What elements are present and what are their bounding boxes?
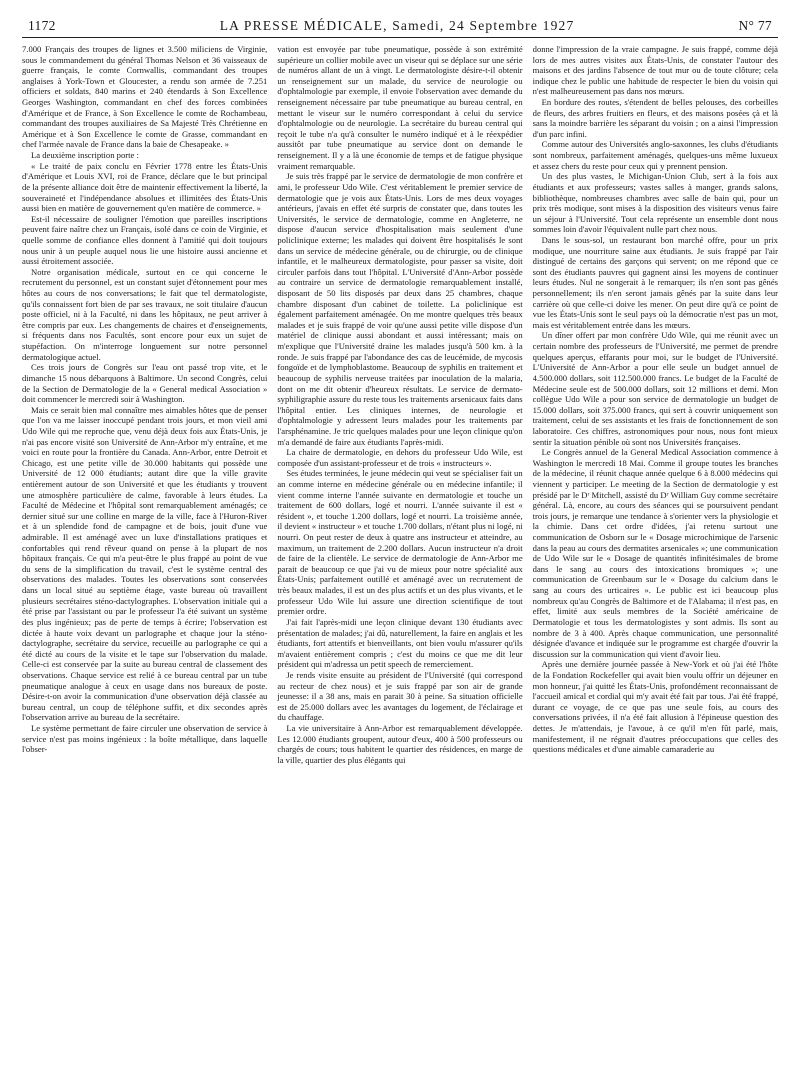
paragraph: La deuxième inscription porte : <box>31 150 139 161</box>
paragraph: La chaire de dermatologie, en dehors du professeur Udo Wile, est composée d'un assistant-professeur et de trois « instructeurs ». <box>277 447 523 468</box>
paragraph: La vie universitaire à Ann-Arbor est remarquablement développée. Les 12.000 étudiants groupent, autour d'eux, 400 à 500 professeurs ou chargés de cours; tous habitent le quartier des résidences, en marge de la ville, quartier des plus élégants qui <box>277 723 523 765</box>
paragraph: Notre organisation médicale, surtout en ce qui concerne le recrutement du personnel, est un constant sujet d'étonnement pour mes hôtes au cours de nos conversations; le fait que tel dermatologiste, qu'ils connaissent fort bien de par ses travaux, ne soit titulaire d'aucun poste officiel, ni à la Faculté, ni dans les hôpitaux, ne peut arriver à être compris par eux. Les changements de chaires et d'enseignements, si fréquents dans nos Facultés, sont encore pour eux un sujet de stupéfaction. On m'interroge longuement sur notre personnel dermatologique actuel. <box>22 266 268 362</box>
paragraph: Mais ce serait bien mal connaître mes aimables hôtes que de penser que l'on va me laisser inoccupé pendant trois jours, et mon vieil ami Udo Wile qui me reproche que, venu déjà deux fois aux États-Unis, je n'ai pas encore visité son Université de Ann-Arbor m'y entraîne, et me voici en route pour la frontière du Canada. Ann-Arbor, entre Detroit et Chicago, est une petite ville de 30.000 habitants qui possède une Université de 12 000 étudiants; autant dire que la ville gravite entièrement autour de son Université et que les étudiants y trouvent une atmosphère particulière de calme, favorable à leurs études. La Faculté de Médecine et l'hôpital sont remarquablement aménagés; ce dernier situé sur une colline en marge de la ville, face à l'Huron-River et à un splendide fond de campagne et de bois, jouit d'une vue admirable. Il est aménagé avec un luxe d'installations pratiques et confortables qui rend rêveur quand on pense à la plupart de nos hôpitaux français. Ce qui m'a peut-être le plus frappé au point de vue du sens de la simplification du travail, c'est le système central des observations des malades. Toutes les observations sont conservées dans un local situé au septième étage, vaste bureau où travaillent plusieurs secrétaires sténo-dactylographes. L'observation initiale qui a été prise par l'assistant ou par le professeur l'a été suivant un système des plus ingénieux; pas de perte de temps à écrire; l'observation est dictée à haute voix devant un parlographe et chaque jour la sténo-dactylographe, secrétaire du service, recueille au parlographe ce qui a été dicté au cours de la visite et le tape sur l'observation du malade. Celle-ci est conservée par la suite au bureau central de classement des observations. Chaque service est relié à ce bureau central par un tube pneumatique analogue à ceux en usage dans nos bureaux de poste. Désire-t-on avoir la communication d'une observation déjà classée au bureau central, un coup de téléphone suffit, et dix secondes après l'observation arrive au bureau de la secrétaire. <box>22 404 268 723</box>
paragraph: J'ai fait l'après-midi une leçon clinique devant 130 étudiants avec présentation de malades; j'ai dû, naturellement, la faire en anglais et les étudiants, fort attentifs et bienveillants, ont bien voulu m'assurer qu'ils m'avaient entièrement compris ; c'est du moins ce que me dit leur président qui m'adressa un petit speech de remerciement. <box>277 616 523 670</box>
paragraph: Comme autour des Universités anglo-saxonnes, les clubs d'étudiants sont nombreux, parfaitement aménagés, quelques-uns même luxueux et assez chers du reste pour ceux qui y prennent pension. <box>532 139 778 171</box>
paragraph: Je suis très frappé par le service de dermatologie de mon confrère et ami, le professeur Udo Wile. C'est véritablement le premier service de dermatologie que je vois aux États-Unis. Lors de mes deux voyages antérieurs, j'avais en effet été surpris de constater que, dans toutes les Universités, le service de dermatologie, comme en Angleterre, ne dispose d'aucun service d'hospitalisation mais seulement d'une policlinique externe; les malades qui doivent être hospitalisés le sont dans un service de médecine générale, ou de chirurgie, ou de clinique infantile, et le malheureux dermatologiste, pour passer sa visite, doit circuler parfois dans tout l'hôpital. L'Université d'Ann-Arbor possède au contraire un service de dermatologie remarquablement installé, disposant de 50 lits disposés par deux dans 25 chambres, chaque chambre disposant d'un cabinet de toilette. La policlinique est également parfaitement aménagée. On me montre quelques très beaux malades et je suis frappé de voir qu'une aussi petite ville dispose d'un matériel de clinique aussi abondant et aussi intéressant; mais on m'explique que l'Université draine les malades jusqu'à 500 km. à la ronde. Je suis frappé par l'abondance des cas de leucémide, de mycosis fongoïde et de lymphoblastome. Beaucoup de syphilis en traitement et beaucoup de syphilis nerveuse traitées par inoculation de la malaria, dont on me dit obtenir d'heureux résultats. Le service de dermato-syphiligraphie assure du reste tous les traitements arsenicaux faits dans l'hôpital entier. Les cliniques internes, de neurologie et d'ophtalmologie y adressent leurs malades pour les traitements par l'arsphénamine. Je tric quelques malades pour une leçon clinique qu'on m'a demandé de faire aux étudiants l'après-midi. <box>277 171 523 447</box>
issue-number: N° 77 <box>738 18 772 33</box>
paragraph: Après une dernière journée passée à New-York et où j'ai été l'hôte de la Fondation Rockefeller qui avait bien voulu offrir un déjeuner en mon honneur, j'ai quitté les États-Unis, profondément reconnaissant de l'accueil amical et cordial qui m'y avait été fait par tous. J'ai été frappé, durant ce voyage, de ce que pas une seule fois, au cours des conversations privées, il n'a été fait allusion à l'épineuse question des dettes. Je m'attendais, je l'avoue, à ce qu'il m'en fût parlé, mais, manifestement, il ne régnait d'autres préoccupations que celles des questions médicales et d'une aimable camaraderie au <box>532 659 778 755</box>
paragraph: Est-il nécessaire de souligner l'émotion que pareilles inscriptions peuvent faire naître chez un Français, isolé dans ce coin de Virginie, et quelle somme de confiance elles donnent à l'amitié qui doit toujours nous unir à un peuple auquel nous lie une histoire aussi ancienne et aussi étroitement associée. <box>22 213 268 267</box>
paragraph: vation est envoyée par tube pneumatique, possède à son extrémité supérieure un collier mobile avec un viseur qui se déplace sur une série de numéros allant de un à vingt. Le dermatologiste désire-t-il obtenir un renseignement sur un malade, du service de neurologie ou d'ophtalmologie par exemple, il envoie l'observation avec demande du renseignement nécessaire par tube pneumatique au bureau central, en mettant le viseur sur le numéro correspondant à celui du service d'ophtalmologie ou de neurologie. La secrétaire du bureau central qui reçoit le tube n'a qu'à consulter le numéro indiqué et à le réexpédier aussitôt par tube pneumatique au service dont on demande le renseignement. Il y a là une économie de temps et de fatigue physique vraiment remarquable. <box>277 44 523 171</box>
column-right <box>533 44 778 1079</box>
page-number: 1172 <box>28 18 56 33</box>
text-columns <box>22 44 778 1079</box>
paragraph: « Le traité de paix conclu en Février 1778 entre les États-Unis d'Amérique et Louis XVI, roi de France, déclare que le but principal de la présente alliance doit être de maintenir effectivement la liberté, la souveraineté et l'indépendance absolues et illimitées des États-Unis aussi bien en matière de gouvernement qu'en matière de commerce. » <box>22 160 268 214</box>
page-header <box>22 18 778 38</box>
paragraph: Ses études terminées, le jeune médecin qui veut se spécialiser fait un an comme interne en médecine générale ou en médecine infantile; il vient comme interne l'année suivante en dermatologie et touche un traitement de 600 dollars, logé et nourri. L'année suivante il est « résident », et touche 1.200 dollars, logé et nourri. La troisième année, il devient « instructeur » et touche 1.700 dollars, n'étant plus ni logé, ni nourri. On peut rester de deux à quatre ans instructeur et atteindre, au maximum, un traitement de 2.200 dollars. Aucun instructeur n'a droit de faire de la clientèle. Le service de dermatologie de Ann-Arbor me parait de beaucoup ce que j'ai vu de mieux pour notre spécialité aux États-Unis; parfaitement outillé et aménagé avec un recrutement de très beaux malades, il est un des plus actifs et un des plus vivants, et le professeur Udo Wile lui assure une direction scientifique de tout premier ordre. <box>277 468 523 617</box>
paragraph: Un des plus vastes, le Michigan-Union Club, sert à la fois aux étudiants et aux professeurs; vastes salles à manger, grands salons, bibliothèque, nombreuses chambres avec salle de bain qui, pour un prix très modique, sont mises à la disposition des visiteurs venus faire un séjour à l'Université. Tout cela représente un ensemble dont nous sommes loin d'avoir l'équivalent nulle part chez nous. <box>532 171 778 235</box>
paragraph: Ces trois jours de Congrès sur l'eau ont passé trop vite, et le dimanche 15 nous débarquons à Baltimore. Un second Congrès, celui de la Section de Dermatologie de la « General medical Association » doit commencer le mercredi soir à Washington. <box>22 362 268 405</box>
paragraph: 7.000 Français des troupes de lignes et 3.500 miliciens de Virginie, sous le commandement du général Thomas Nelson et 36 vaisseaux de guerre français, le comte Cornwallis, commandant des troupes anglaises à York-Town et Gloucester, a rendu son armée de 7.251 officiers et soldats, 840 marins et 240 étendards à Son Excellence Georges Washington, commandant en chef des forces combinées d'Amérique et de France, à Son Excellence le comte de Rochambeau, commandant des troupes auxiliaires de Sa Majesté Très Chrétienne en Amérique et à Son Excellence le comte de Grasse, commandant en chef l'armée navale de France dans la baie de Chesapeake. » <box>22 44 268 150</box>
paragraph: Je rends visite ensuite au président de l'Université (qui correspond au recteur de chez nous) et je suis frappé par son air de grande jeunesse: il a 38 ans, mais en parait 30 à peine. Sa situation officielle est de 25.000 dollars avec les avantages du logement, de l'éclairage et du chauffage. <box>277 669 523 723</box>
paragraph: Dans le sous-sol, un restaurant bon marché offre, pour un prix modique, une nourriture saine aux étudiants. Je suis frappé par l'air distingué de certains des garçons qui servent; on me répond que ce sont des étudiants pauvres qui gagnent ainsi les moyens de continuer leurs études. Nul ne songerait à le remarquer; ils n'en sont pas gênés personnellement; ils n'en seront jamais gênés par la suite dans leur carrière où que celle-ci doive les mener. On peut dire qu'à ce point de vue les États-Unis sont le seul pays où la démocratie n'est pas un mot, mais est véritablement entrée dans les mœurs. <box>532 234 778 330</box>
journal-title: LA PRESSE MÉDICALE, Samedi, 24 Septembre 1927 <box>219 18 575 33</box>
paragraph: Le système permettant de faire circuler une observation de service à service n'est pas moins ingénieux : la boîte métallique, dans laquelle l'obser- <box>22 723 268 755</box>
column-middle <box>277 44 522 1079</box>
paragraph: Le Congrès annuel de la General Medical Association commence à Washington le mercredi 18 Mai. Comme il groupe toutes les branches de la médecine, il réunit chaque année quelque 6 à 8.000 médecins qui viennent y participer. Le meeting de la Section de dermatologie y est présidé par le Dʳ Mitchell, assisté du Dʳ William Guy comme secrétaire général. Là, encore, au cours des séances qui se poursuivent pendant trois jours, je remarque une tendance à s'orienter vers la physiologie et la chimie. Dans cet ordre d'idées, j'ai retenu surtout une communication de Osborn sur le « Dosage microchimique de l'arsenic dans la peau au cours des dermatites arsenicales »; une communication de Udo Wile sur le « Dosage de quantités infinitésimales de brome dans le sang au cours des intoxications bromiques »; une communication de Greenbaum sur le « Dosage du calcium dans le sang au cours des urticaires ». Le public est ici beaucoup plus nombreux qu'au Congrès de Baltimore et de l'Alabama; il n'est pas, en effet, limité aux seuls membres de la Société américaine de Dermatologie et tous les dermatologistes y sont admis. Ils sont au nombre de 3 à 400. Après chaque communication, une personnalité désignée d'avance et indiquée sur le programme est chargée d'ouvrir la discussion sur la communication qui vient d'avoir lieu. <box>532 447 778 659</box>
column-left <box>22 44 267 1079</box>
paragraph: donne l'impression de la vraie campagne. Je suis frappé, comme déjà lors de mes autres visites aux États-Unis, de constater l'autour des maisons et des jardins l'absence de tout mur ou de toute clôture; cela indique chez le public une habitude de respecter le bien du voisin qui n'est malheureusement pas dans nos mœurs. <box>532 44 778 97</box>
paragraph: Un dîner offert par mon confrère Udo Wile, qui me réunit avec un certain nombre des professeurs de l'Université, me permet de prendre quelques aperçus, effarants pour moi, sur le budget de l'Université. L'Université de Ann-Arbor a pour elle seule un budget annuel de 4.500.000 dollars, soit 112.500.000 francs. Le budget de la Faculté de Médecine seule est de 500.000 dollars, soit 12 millions et demi. Mon collègue Udo Wile a pour son service de dermatologie un budget de 15.000 dollars, soit 375.000 francs, qui sert à couvrir uniquement son traitement, celui de ses assistants et les frais de fonctionnement de son laboratoire. Ces chiffres, astronomiques pour nous, nous font mieux sentir la situation pénible où sont nos Universités françaises. <box>532 330 778 447</box>
paragraph: En bordure des routes, s'étendent de belles pelouses, des corbeilles de fleurs, des arbres fruitiers en fleurs, et des maisons posées çà et là sans la moindre barrière les séparant du voisin ; on a ainsi l'impression d'un parc infini. <box>532 97 778 139</box>
